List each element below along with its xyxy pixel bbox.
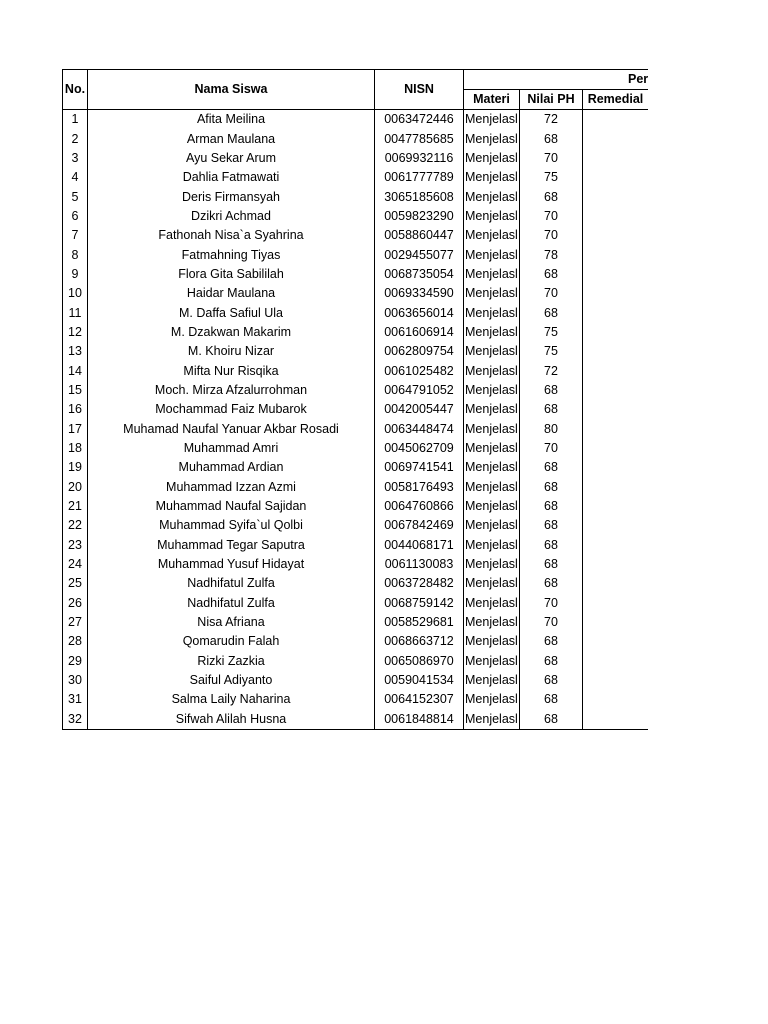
cell-nisn[interactable]: 0069741541 [375,458,464,477]
cell-materi[interactable]: Menjelasl [464,710,520,730]
cell-no[interactable]: 31 [63,690,88,709]
cell-materi[interactable]: Menjelasl [464,323,520,342]
cell-no[interactable]: 19 [63,458,88,477]
cell-remedial[interactable] [583,516,649,535]
cell-no[interactable]: 3 [63,149,88,168]
cell-no[interactable]: 17 [63,420,88,439]
cell-name[interactable]: Salma Laily Naharina [88,690,375,709]
cell-name[interactable]: Muhammad Yusuf Hidayat [88,555,375,574]
cell-materi[interactable]: Menjelasl [464,303,520,322]
header-nisn: NISN [375,70,464,110]
table-row [63,187,649,206]
cell-remedial[interactable] [583,536,649,555]
cell-remedial[interactable] [583,574,649,593]
cell-nilai-ph[interactable]: 68 [520,652,583,671]
cell-nilai-ph[interactable]: 68 [520,129,583,148]
cell-remedial[interactable] [583,381,649,400]
cell-nilai-ph[interactable]: 70 [520,284,583,303]
cell-remedial[interactable] [583,323,649,342]
cell-nisn[interactable]: 0045062709 [375,439,464,458]
cell-nisn[interactable]: 0065086970 [375,652,464,671]
cell-no[interactable]: 13 [63,342,88,361]
cell-remedial[interactable] [583,652,649,671]
cell-name[interactable]: M. Khoiru Nizar [88,342,375,361]
cell-nisn[interactable]: 0044068171 [375,536,464,555]
cell-nisn[interactable]: 0062809754 [375,342,464,361]
cell-name[interactable]: Dahlia Fatmawati [88,168,375,187]
table-row [63,690,649,709]
cell-name[interactable]: Rizki Zazkia [88,652,375,671]
table-row [63,245,649,264]
cell-nilai-ph[interactable]: 68 [520,671,583,690]
header-remedial: Remedial [583,90,649,110]
cell-nisn[interactable]: 0069932116 [375,149,464,168]
cell-nisn[interactable]: 0063728482 [375,574,464,593]
cell-nilai-ph[interactable]: 75 [520,342,583,361]
cell-no[interactable]: 21 [63,497,88,516]
cell-remedial[interactable] [583,671,649,690]
cell-nilai-ph[interactable]: 70 [520,594,583,613]
cell-nisn[interactable]: 0058529681 [375,613,464,632]
table-row [63,361,649,380]
table-row [63,478,649,497]
cell-nilai-ph[interactable]: 75 [520,168,583,187]
table-row [63,420,649,439]
table-row [63,516,649,535]
cell-materi[interactable]: Menjelasl [464,478,520,497]
cell-remedial[interactable] [583,149,649,168]
cell-materi[interactable]: Menjelasl [464,439,520,458]
cell-name[interactable]: Arman Maulana [88,129,375,148]
table-row [63,458,649,477]
cell-name[interactable]: Haidar Maulana [88,284,375,303]
table-row [63,710,649,730]
cell-nilai-ph[interactable]: 80 [520,420,583,439]
table-row [63,303,649,322]
cell-remedial[interactable] [583,187,649,206]
cell-materi[interactable]: Menjelasl [464,381,520,400]
cell-no[interactable]: 26 [63,594,88,613]
cell-name[interactable]: Fatmahning Tiyas [88,245,375,264]
cell-materi[interactable]: Menjelasl [464,110,520,130]
cell-no[interactable]: 20 [63,478,88,497]
cell-nilai-ph[interactable]: 75 [520,323,583,342]
cell-materi[interactable]: Menjelasl [464,187,520,206]
cell-nilai-ph[interactable]: 68 [520,536,583,555]
cell-nisn[interactable]: 0067842469 [375,516,464,535]
table-row [63,555,649,574]
table-row [63,284,649,303]
cell-no[interactable]: 14 [63,361,88,380]
cell-nilai-ph[interactable]: 68 [520,632,583,651]
cell-nisn[interactable]: 0061848814 [375,710,464,730]
cell-no[interactable]: 15 [63,381,88,400]
cell-name[interactable]: Mochammad Faiz Mubarok [88,400,375,419]
cell-materi[interactable]: Menjelasl [464,652,520,671]
table-header [63,70,649,110]
cell-nisn[interactable]: 0029455077 [375,245,464,264]
cell-no[interactable]: 10 [63,284,88,303]
cell-materi[interactable]: Menjelasl [464,361,520,380]
cell-no[interactable]: 24 [63,555,88,574]
cell-no[interactable]: 1 [63,110,88,130]
cell-materi[interactable]: Menjelasl [464,536,520,555]
cell-nisn[interactable]: 0063472446 [375,110,464,130]
cell-name[interactable]: Muhamad Naufal Yanuar Akbar Rosadi [88,420,375,439]
cell-nisn[interactable]: 0064760866 [375,497,464,516]
cell-no[interactable]: 6 [63,207,88,226]
cell-materi[interactable]: Menjelasl [464,226,520,245]
cell-no[interactable]: 27 [63,613,88,632]
cell-nilai-ph[interactable]: 70 [520,439,583,458]
cell-materi[interactable]: Menjelasl [464,400,520,419]
cell-materi[interactable]: Menjelasl [464,594,520,613]
table-row [63,632,649,651]
cell-materi[interactable]: Menjelasl [464,458,520,477]
cell-name[interactable]: Muhammad Izzan Azmi [88,478,375,497]
cell-no[interactable]: 7 [63,226,88,245]
cell-remedial[interactable] [583,594,649,613]
cell-nisn[interactable]: 0047785685 [375,129,464,148]
cell-nisn[interactable]: 0058176493 [375,478,464,497]
cell-materi[interactable]: Menjelasl [464,574,520,593]
cell-materi[interactable]: Menjelasl [464,420,520,439]
cell-name[interactable]: Nadhifatul Zulfa [88,594,375,613]
table-row [63,342,649,361]
table-row [63,265,649,284]
cell-nisn[interactable]: 0064152307 [375,690,464,709]
table-row [63,129,649,148]
cell-name[interactable]: Deris Firmansyah [88,187,375,206]
cell-name[interactable]: Muhammad Amri [88,439,375,458]
cell-remedial[interactable] [583,400,649,419]
cell-remedial[interactable] [583,265,649,284]
cell-materi[interactable]: Menjelasl [464,671,520,690]
cell-remedial[interactable] [583,226,649,245]
cell-name[interactable]: Qomarudin Falah [88,632,375,651]
table-row [63,381,649,400]
cell-materi[interactable]: Menjelasl [464,632,520,651]
cell-name[interactable]: M. Dzakwan Makarim [88,323,375,342]
cell-remedial[interactable] [583,690,649,709]
cell-remedial[interactable] [583,129,649,148]
cell-no[interactable]: 25 [63,574,88,593]
spreadsheet-page [62,69,648,730]
cell-no[interactable]: 16 [63,400,88,419]
cell-remedial[interactable] [583,361,649,380]
cell-no[interactable]: 23 [63,536,88,555]
table-row [63,400,649,419]
cell-nilai-ph[interactable]: 68 [520,187,583,206]
cell-materi[interactable]: Menjelasl [464,613,520,632]
cell-name[interactable]: Mifta Nur Risqika [88,361,375,380]
cell-nisn[interactable]: 0061130083 [375,555,464,574]
cell-remedial[interactable] [583,555,649,574]
cell-name[interactable]: Ayu Sekar Arum [88,149,375,168]
table-row [63,671,649,690]
cell-no[interactable]: 9 [63,265,88,284]
cell-remedial[interactable] [583,710,649,730]
cell-materi[interactable]: Menjelasl [464,149,520,168]
cell-nisn[interactable]: 0058860447 [375,226,464,245]
cell-no[interactable]: 22 [63,516,88,535]
cell-nilai-ph[interactable]: 68 [520,710,583,730]
student-grades-table [62,69,648,730]
cell-remedial[interactable] [583,207,649,226]
cell-nisn[interactable]: 0061606914 [375,323,464,342]
cell-name[interactable]: Moch. Mirza Afzalurrohman [88,381,375,400]
table-row [63,652,649,671]
header-no: No. [63,70,88,110]
cell-nisn[interactable]: 0059823290 [375,207,464,226]
cell-name[interactable]: Dzikri Achmad [88,207,375,226]
cell-name[interactable]: Nisa Afriana [88,613,375,632]
cell-nilai-ph[interactable]: 68 [520,381,583,400]
table-row [63,110,649,130]
cell-nisn[interactable]: 0061777789 [375,168,464,187]
cell-name[interactable]: Muhammad Syifa`ul Qolbi [88,516,375,535]
cell-nilai-ph[interactable]: 68 [520,690,583,709]
cell-remedial[interactable] [583,303,649,322]
cell-nisn[interactable]: 0068735054 [375,265,464,284]
table-row [63,149,649,168]
cell-nilai-ph[interactable]: 68 [520,400,583,419]
table-row [63,323,649,342]
cell-nilai-ph[interactable]: 72 [520,361,583,380]
cell-name[interactable]: Flora Gita Sabililah [88,265,375,284]
table-row [63,497,649,516]
cell-nisn[interactable]: 0069334590 [375,284,464,303]
cell-materi[interactable]: Menjelasl [464,342,520,361]
cell-name[interactable]: Saiful Adiyanto [88,671,375,690]
cell-materi[interactable]: Menjelasl [464,265,520,284]
cell-no[interactable]: 8 [63,245,88,264]
cell-nilai-ph[interactable]: 68 [520,516,583,535]
cell-no[interactable]: 2 [63,129,88,148]
cell-no[interactable]: 28 [63,632,88,651]
cell-remedial[interactable] [583,632,649,651]
cell-nilai-ph[interactable]: 68 [520,574,583,593]
cell-name[interactable]: Afita Meilina [88,110,375,130]
cell-remedial[interactable] [583,613,649,632]
cell-nilai-ph[interactable]: 70 [520,613,583,632]
cell-materi[interactable]: Menjelasl [464,245,520,264]
cell-nilai-ph[interactable]: 70 [520,207,583,226]
table-row [63,574,649,593]
cell-materi[interactable]: Menjelasl [464,168,520,187]
cell-materi[interactable]: Menjelasl [464,516,520,535]
cell-no[interactable]: 29 [63,652,88,671]
cell-remedial[interactable] [583,478,649,497]
cell-materi[interactable]: Menjelasl [464,690,520,709]
cell-nilai-ph[interactable]: 68 [520,458,583,477]
cell-no[interactable]: 30 [63,671,88,690]
cell-remedial[interactable] [583,342,649,361]
table-row [63,207,649,226]
header-nilai-ph: Nilai PH [520,90,583,110]
cell-remedial[interactable] [583,497,649,516]
cell-no[interactable]: 12 [63,323,88,342]
cell-nilai-ph[interactable]: 78 [520,245,583,264]
table-row [63,594,649,613]
cell-nisn[interactable]: 0063448474 [375,420,464,439]
cell-name[interactable]: Nadhifatul Zulfa [88,574,375,593]
cell-materi[interactable]: Menjelasl [464,207,520,226]
cell-remedial[interactable] [583,420,649,439]
cell-materi[interactable]: Menjelasl [464,497,520,516]
cell-no[interactable]: 18 [63,439,88,458]
table-row [63,613,649,632]
cell-remedial[interactable] [583,245,649,264]
cell-nilai-ph[interactable]: 70 [520,226,583,245]
cell-materi[interactable]: Menjelasl [464,284,520,303]
cell-nilai-ph[interactable]: 68 [520,303,583,322]
cell-remedial[interactable] [583,284,649,303]
cell-nilai-ph[interactable]: 68 [520,497,583,516]
table-row [63,439,649,458]
cell-remedial[interactable] [583,168,649,187]
cell-name[interactable]: Muhammad Ardian [88,458,375,477]
cell-nisn[interactable]: 0068663712 [375,632,464,651]
cell-nilai-ph[interactable]: 70 [520,149,583,168]
cell-no[interactable]: 11 [63,303,88,322]
table-row [63,536,649,555]
cell-nisn[interactable]: 0059041534 [375,671,464,690]
header-materi: Materi [464,90,520,110]
cell-materi[interactable]: Menjelasl [464,129,520,148]
cell-nilai-ph[interactable]: 68 [520,555,583,574]
cell-remedial[interactable] [583,110,649,130]
cell-nisn[interactable]: 0061025482 [375,361,464,380]
cell-no[interactable]: 32 [63,710,88,730]
cell-materi[interactable]: Menjelasl [464,555,520,574]
cell-no[interactable]: 5 [63,187,88,206]
header-name: Nama Siswa [88,70,375,110]
cell-name[interactable]: Muhammad Tegar Saputra [88,536,375,555]
cell-name[interactable]: Fathonah Nisa`a Syahrina [88,226,375,245]
cell-nilai-ph[interactable]: 72 [520,110,583,130]
cell-name[interactable]: Muhammad Naufal Sajidan [88,497,375,516]
cell-name[interactable]: Sifwah Alilah Husna [88,710,375,730]
cell-nisn[interactable]: 0063656014 [375,303,464,322]
header-group: Per [464,70,649,90]
cell-nisn[interactable]: 0068759142 [375,594,464,613]
table-row [63,168,649,187]
table-body [63,110,649,730]
cell-remedial[interactable] [583,439,649,458]
table-row [63,226,649,245]
cell-no[interactable]: 4 [63,168,88,187]
cell-nilai-ph[interactable]: 68 [520,265,583,284]
cell-nisn[interactable]: 3065185608 [375,187,464,206]
cell-nilai-ph[interactable]: 68 [520,478,583,497]
cell-remedial[interactable] [583,458,649,477]
cell-name[interactable]: M. Daffa Safiul Ula [88,303,375,322]
cell-nisn[interactable]: 0064791052 [375,381,464,400]
cell-nisn[interactable]: 0042005447 [375,400,464,419]
